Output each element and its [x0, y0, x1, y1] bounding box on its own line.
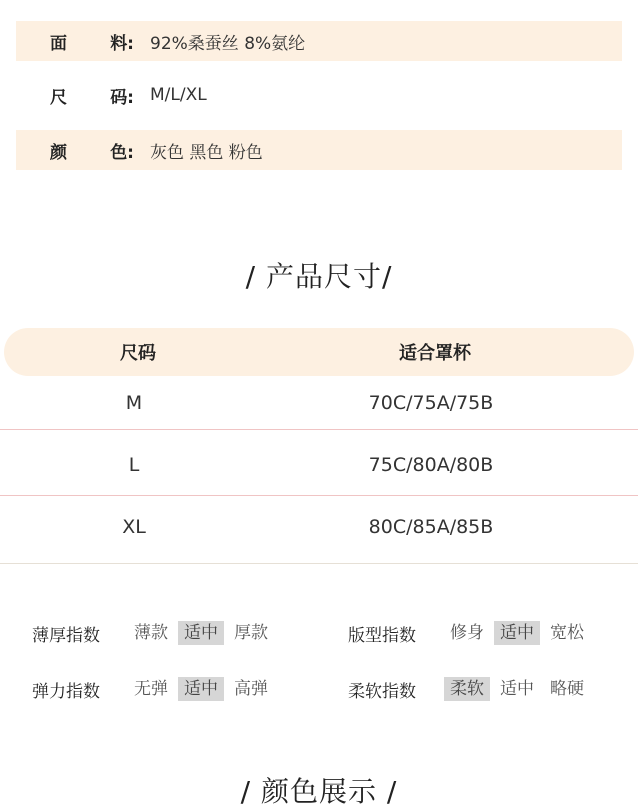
spec-key	[16, 83, 150, 108]
cup-cell: 80C/85A/85B	[368, 516, 494, 538]
spec-key	[16, 29, 150, 54]
index-option-selected: 柔软	[444, 677, 490, 701]
spec-value-size: M/L/XL	[150, 85, 207, 105]
index-thickness	[32, 620, 278, 646]
row-divider	[0, 563, 638, 564]
index-label: 柔软指数	[348, 681, 416, 702]
index-option: 薄款	[134, 623, 168, 643]
index-option: 修身	[450, 623, 484, 643]
spec-row-size	[16, 75, 622, 115]
table-row	[0, 372, 638, 434]
size-table-header	[4, 328, 634, 376]
index-label: 版型指数	[348, 625, 416, 646]
spec-key	[16, 138, 150, 163]
index-label: 薄厚指数	[32, 625, 100, 646]
index-option: 适中	[500, 679, 534, 699]
index-softness	[348, 676, 594, 702]
table-row	[0, 496, 638, 558]
index-elasticity	[32, 676, 278, 702]
size-cell: XL	[122, 516, 146, 538]
header-size: 尺码	[120, 343, 156, 364]
size-cell: L	[128, 454, 140, 476]
index-option: 高弹	[234, 679, 268, 699]
spec-key-char: 色:	[110, 142, 134, 163]
index-option-selected: 适中	[178, 621, 224, 645]
index-option: 厚款	[234, 623, 268, 643]
index-label: 弹力指数	[32, 681, 100, 702]
index-option: 略硬	[550, 679, 584, 699]
spec-key-char: 料:	[110, 33, 134, 54]
header-cup: 适合罩杯	[399, 343, 471, 364]
size-section-title: / 产品尺寸/	[245, 260, 393, 293]
size-cell: M	[125, 392, 143, 414]
spec-key-char: 码:	[110, 87, 134, 108]
table-row	[0, 434, 638, 496]
cup-cell: 75C/80A/80B	[368, 454, 494, 476]
spec-row-color	[16, 130, 622, 170]
index-fit	[348, 620, 594, 646]
spec-key-char: 颜	[50, 142, 67, 163]
index-option-selected: 适中	[494, 621, 540, 645]
spec-value-color: 灰色 黑色 粉色	[150, 142, 263, 163]
index-option: 无弹	[134, 679, 168, 699]
index-option-selected: 适中	[178, 677, 224, 701]
spec-value-material: 92%桑蚕丝 8%氨纶	[150, 33, 306, 54]
row-divider	[0, 429, 638, 430]
index-option: 宽松	[550, 623, 584, 643]
color-section-title: / 颜色展示 /	[240, 775, 398, 808]
cup-cell: 70C/75A/75B	[368, 392, 494, 414]
spec-row-material	[16, 21, 622, 61]
spec-key-char: 尺	[50, 87, 67, 108]
spec-key-char: 面	[50, 33, 67, 54]
